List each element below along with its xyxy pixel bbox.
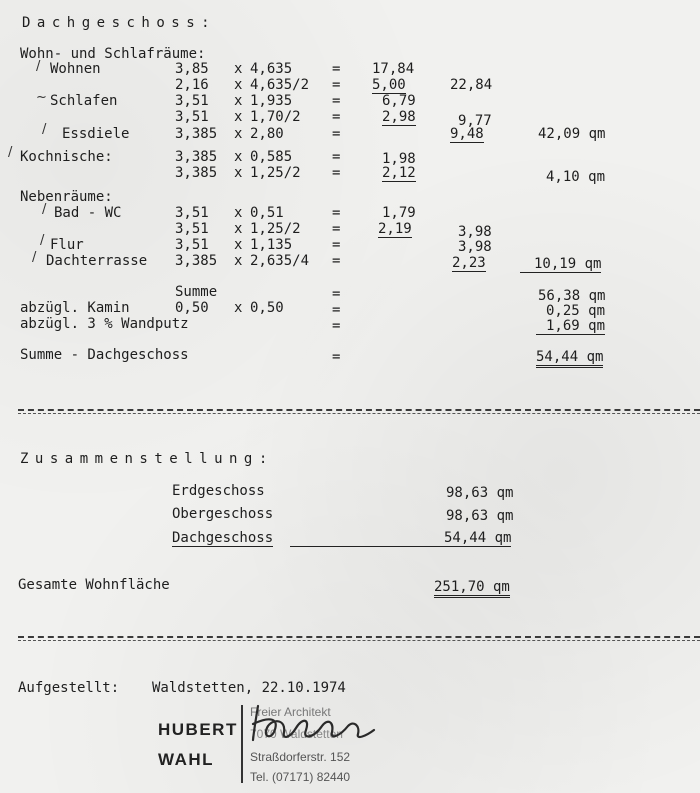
times-sign: x <box>234 253 243 269</box>
dim-b: 1,935 <box>250 93 293 109</box>
part-area: 1,98 <box>382 151 416 167</box>
part-area: 5,00 <box>372 77 406 93</box>
checkmark-icon: / <box>42 122 47 137</box>
separator-line <box>18 413 700 414</box>
dim-b: 2,80 <box>250 126 284 142</box>
equals-sign: = <box>332 149 341 165</box>
stamp-line: Tel. (07171) 82440 <box>250 770 351 784</box>
dim-a: 3,51 <box>175 221 209 237</box>
equals-sign: = <box>332 205 341 221</box>
dim-b: 1,70/2 <box>250 109 301 125</box>
floor-total-value: 54,44 qm <box>536 350 603 368</box>
equals-sign: = <box>332 165 341 181</box>
kamin-dim-b: 0,50 <box>250 300 284 316</box>
underline-extension <box>290 531 412 547</box>
group-label-aux: Nebenräume: <box>20 189 113 205</box>
putz-value: 1,69 qm <box>536 319 605 335</box>
times-sign: x <box>234 205 243 221</box>
handwritten-signature <box>240 696 390 746</box>
dim-b: 0,585 <box>250 149 293 165</box>
compilation-label: Obergeschoss <box>172 506 274 522</box>
sub-area: 9,77 <box>458 113 492 129</box>
compilation-title: Zusammenstellung: <box>20 451 274 467</box>
dim-a: 3,385 <box>175 165 218 181</box>
equals-sign: = <box>332 109 341 125</box>
architect-logo-line2: WAHL <box>158 750 215 769</box>
equals-sign: = <box>332 349 341 365</box>
dim-a: 3,51 <box>175 237 209 253</box>
place-date: Waldstetten, 22.10.1974 <box>152 680 346 696</box>
dim-a: 2,16 <box>175 77 209 93</box>
part-area: 17,84 <box>372 61 415 77</box>
summe-label: Summe <box>175 284 218 300</box>
room-name: Wohnen <box>50 61 101 77</box>
times-sign: x <box>234 237 243 253</box>
equals-sign: = <box>332 126 341 142</box>
group-total: 4,10 qm <box>546 169 606 185</box>
dim-b: 2,635/4 <box>250 253 310 269</box>
room-name: Dachterrasse <box>46 253 148 269</box>
checkmark-icon: ~ <box>36 90 47 105</box>
living-area-label: Gesamte Wohnfläche <box>18 577 170 593</box>
checkmark-icon: / <box>8 145 13 160</box>
room-name: Bad - WC <box>54 205 122 221</box>
room-name: Essdiele <box>62 126 130 142</box>
part-area: 2,12 <box>382 165 416 181</box>
room-name: Kochnische: <box>20 149 113 165</box>
group-label-living: Wohn- und Schlafräume: <box>20 46 206 62</box>
summe-value: 56,38 qm <box>538 288 606 304</box>
dim-a: 3,385 <box>175 126 218 142</box>
compilation-label: Dachgeschoss <box>172 530 274 546</box>
part-area: 6,79 <box>382 93 416 109</box>
sub-area: 22,84 <box>450 77 493 93</box>
dim-b: 1,25/2 <box>250 221 301 237</box>
sub-area: 2,23 <box>452 255 486 271</box>
separator-line <box>18 636 700 638</box>
dim-a: 3,51 <box>175 205 209 221</box>
living-area-value: 251,70 qm <box>434 580 510 598</box>
putz-label: abzügl. 3 % Wandputz <box>20 316 189 332</box>
dim-a: 3,385 <box>175 149 218 165</box>
part-area: 1,79 <box>382 205 416 221</box>
equals-sign: = <box>332 286 341 302</box>
architect-logo-line1: HUBERT <box>158 720 238 739</box>
checkmark-icon: / <box>32 250 37 265</box>
dim-b: 1,25/2 <box>250 165 301 181</box>
sub-area: 3,98 <box>458 239 492 255</box>
separator-line <box>18 409 700 411</box>
sub-area: 3,98 <box>458 224 492 240</box>
stamp-line: 7070 Waldstetten <box>250 727 343 741</box>
compilation-value: 98,63 qm <box>446 485 514 501</box>
times-sign: x <box>234 77 243 93</box>
dim-b: 4,635 <box>250 61 293 77</box>
separator-line <box>18 640 700 641</box>
dim-b: 4,635/2 <box>250 77 310 93</box>
times-sign: x <box>234 93 243 109</box>
compilation-value: 98,63 qm <box>446 508 514 524</box>
equals-sign: = <box>332 253 341 269</box>
equals-sign: = <box>332 318 341 334</box>
part-area: 2,19 <box>378 221 412 237</box>
dim-b: 0,51 <box>250 205 284 221</box>
group-total: 10,19 qm <box>520 257 601 273</box>
equals-sign: = <box>332 221 341 237</box>
equals-sign: = <box>332 61 341 77</box>
floor-total-label: Summe - Dachgeschoss <box>20 347 189 363</box>
equals-sign: = <box>332 237 341 253</box>
dim-b: 1,135 <box>250 237 293 253</box>
dim-a: 3,385 <box>175 253 218 269</box>
group-total: 42,09 qm <box>538 126 606 142</box>
sub-area: 9,48 <box>450 126 484 142</box>
part-area: 2,98 <box>382 109 416 125</box>
times-sign: x <box>234 221 243 237</box>
kamin-dim-a: 0,50 <box>175 300 209 316</box>
equals-sign: = <box>332 77 341 93</box>
kamin-label: abzügl. Kamin <box>20 300 130 316</box>
checkmark-icon: / <box>36 59 41 74</box>
prepared-label: Aufgestellt: <box>18 680 120 696</box>
stamp-line: Straßdorferstr. 152 <box>250 750 351 764</box>
checkmark-icon: / <box>40 233 45 248</box>
compilation-label: Erdgeschoss <box>172 483 265 499</box>
compilation-value: 54,44 qm <box>412 531 511 547</box>
times-sign: x <box>234 61 243 77</box>
dim-a: 3,85 <box>175 61 209 77</box>
room-name: Schlafen <box>50 93 118 109</box>
kamin-value: 0,25 qm <box>546 303 606 319</box>
dim-a: 3,51 <box>175 109 209 125</box>
equals-sign: = <box>332 302 341 318</box>
checkmark-icon: / <box>42 202 47 217</box>
dim-a: 3,51 <box>175 93 209 109</box>
times-sign: x <box>234 126 243 142</box>
times-sign: x <box>234 149 243 165</box>
equals-sign: = <box>332 93 341 109</box>
times-sign: x <box>234 300 243 316</box>
stamp-line: Freier Architekt <box>250 705 331 719</box>
times-sign: x <box>234 165 243 181</box>
times-sign: x <box>234 109 243 125</box>
page-title: Dachgeschoss: <box>22 15 217 31</box>
room-name: Flur <box>50 237 84 253</box>
